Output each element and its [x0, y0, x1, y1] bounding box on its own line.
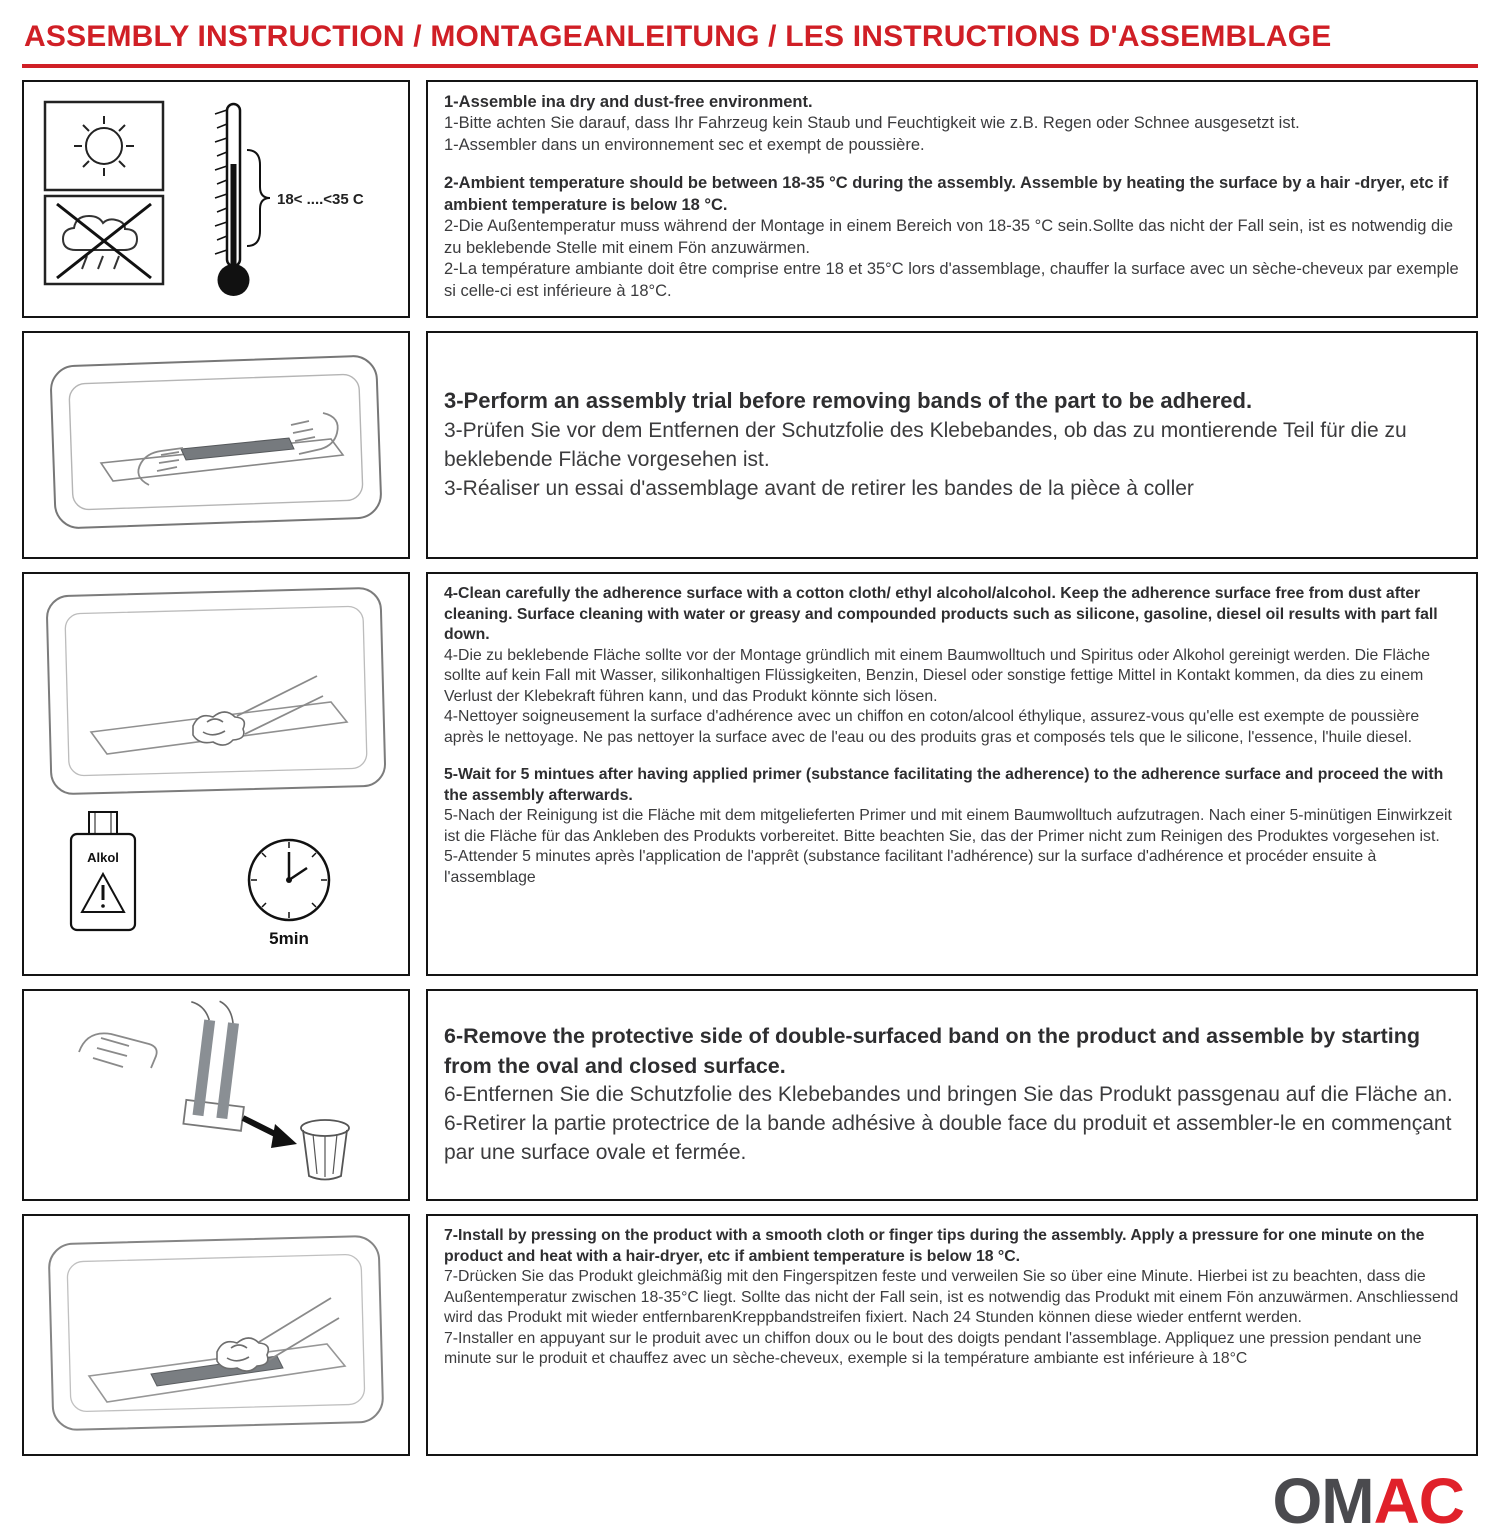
instruction-line: 2-Die Außentemperatur muss während der Montage in einem Bereich von 18-35 °C sein.Sollte das nicht der Fall sein, ist es notwendig die zu beklebende Stelle mit einem Fön anzuwärmen. [444, 217, 1454, 257]
instructions-remove-protective-band [426, 989, 1478, 1201]
illustration-peel-band [22, 989, 410, 1201]
instruction-line: 7-Drücken Sie das Produkt gleichmäßig mit den Fingerspitzen feste und verweilen Sie so über eine Minute. Hierbei ist zu beachten, dass die Außentemperatur zwischen 18-35°C liegt. Sollte das nicht der Fall sein, ist es notwendig das Produkt mit einem Fön anzuwärmen. Anschliessend wird das Produkt mit wieder entfernbarenKreppbandstreifen fixiert. Nach 24 Stunden können diese wieder entfernt werden. [444, 1268, 1459, 1327]
instructions-press-install [426, 1214, 1478, 1456]
instruction-line: 1-Assembler dans un environnement sec et exempt de poussière. [444, 135, 925, 154]
instruction-line: 5-Nach der Reinigung ist die Fläche mit dem mitgelieferten Primer und mit einem Baumwolltuch aufzutragen. Nach einer 5-minütigen Einwirkzeit ist die Fläche für das Ankleben des Produkts vorbereitet. Bitte beachten Sie, das der Primer nicht zum Reinigen des Produktes vorgesehen ist. [444, 807, 1452, 845]
alcohol-bottle-icon [71, 812, 135, 930]
instructions-assembly-trial [426, 331, 1478, 559]
instruction-line: 3-Perform an assembly trial before removing bands of the part to be adhered. [444, 388, 1253, 414]
instruction-line: 7-Installer en appuyant sur le produit avec un chiffon doux ou le bout des doigts pendant l'assemblage. Appliquez une pression pendant une minute sur le produit et chauffez avec un sèche-cheveux, exemple si la température ambiante est inférieure à 18°C [444, 1329, 1422, 1368]
instruction-line: 4-Die zu beklebende Fläche sollte vor der Montage gründlich mit einem Baumwolltuch und Spiritus oder Alkohol gereinigt werden. Die Fläche sollte auf kein Fall mit Wasser, silikonhaltigen Flüssigkeiten, Benzin, Diesel oder sonstige fettige Mittel in Kontakt kommen, da dies zu einem Verlust der Klebekraft führen kann, und das Produkt könnte sich lösen. [444, 646, 1431, 705]
sun-icon [45, 102, 163, 190]
instruction-line: 1-Assemble ina dry and dust-free environment. [444, 93, 813, 111]
instruction-line: 6-Entfernen Sie die Schutzfolie des Klebebandes und bringen Sie das Produkt passgenau auf die Fläche an. [444, 1083, 1453, 1107]
warning-triangle-icon [82, 874, 124, 912]
door-sill-trial-drawing [31, 343, 401, 548]
bottle-label: Alkol [87, 850, 119, 865]
cleaning-cloth-icon [193, 712, 244, 745]
omac-logo [1272, 1465, 1464, 1537]
instructions-clean-surface-primer [426, 572, 1478, 976]
environment-drawing [31, 92, 401, 307]
instruction-line: 7-Install by pressing on the product with a smooth cloth or finger tips during the assembly. Apply a pressure for one minute on the product and heat with a hair-dryer, etc if ambient temperature is below 18 °C. [444, 1227, 1425, 1265]
instruction-line: 6-Remove the protective side of double-surfaced band on the product and assemble by starting from the oval and closed surface. [444, 1023, 1421, 1078]
product-with-bands-icon [176, 1000, 256, 1131]
omac-logo-dark-part: OM [1272, 1465, 1374, 1537]
section-clean-surface-primer [22, 572, 1478, 976]
press-install-drawing [31, 1226, 401, 1444]
right-hand-icon [291, 413, 338, 454]
instruction-line: 4-Clean carefully the adherence surface with a cotton cloth/ ethyl alcohol/alcohol. Keep the adherence surface free from dust after cleaning. Surface cleaning with water or greasy and compounded products such as silicone, gasoline, diesel oil results with part fall down. [444, 585, 1438, 644]
illustration-press-install [22, 1214, 410, 1456]
instruction-line: 3-Réaliser un essai d'assemblage avant de retirer les bandes de la pièce à coller [444, 476, 1194, 500]
trash-can-icon [301, 1120, 349, 1180]
temperature-range-label: 18< ....<35 C [277, 190, 364, 208]
clock-label: 5min [269, 929, 309, 948]
illustration-cleaning [22, 572, 410, 976]
section-press-install [22, 1214, 1478, 1456]
cleaning-drawing [31, 580, 401, 968]
pressing-cloth-icon [217, 1338, 268, 1371]
peel-band-drawing [31, 1000, 401, 1190]
instruction-line: 6-Retirer la partie protectrice de la bande adhésive à double face du produit et assembler-le en commençant par une surface ovale et fermée. [444, 1112, 1452, 1165]
arm-icon [259, 1298, 339, 1360]
instruction-line: 5-Attender 5 minutes après l'application de l'apprêt (substance facilitant l'adhérence) sur la surface d'adhérence et procéder ensuite à l'assemblage [444, 848, 1377, 886]
arrow-icon [243, 1118, 297, 1148]
trim-strip-shape [181, 438, 294, 460]
thermometer-icon [215, 104, 364, 296]
section-remove-protective-band [22, 989, 1478, 1201]
footer [22, 1465, 1478, 1539]
instruction-line: 2-Ambient temperature should be between 18-35 °C during the assembly. Assemble by heating the surface by a hair -dryer, etc if ambient temperature is below 18 °C. [444, 174, 1449, 214]
instruction-line: 4-Nettoyer soigneusement la surface d'adhérence avec un chiffon en coton/alcool éthylique, assurez-vous qu'elle est exempte de poussière après le nettoyage. Ne pas nettoyer la surface avec de l'eau ou des produits gras et composés tels que le silicone, l'essence, l'huile diesel. [444, 708, 1420, 746]
omac-logo-red-part: AC [1373, 1465, 1464, 1537]
no-rain-icon [45, 196, 163, 284]
instruction-line: 5-Wait for 5 mintues after having applied primer (substance facilitating the adherence) to the adherence surface and proceed the with the assembly afterwards. [444, 766, 1444, 804]
clock-icon [249, 840, 329, 948]
title-underline [22, 64, 1478, 68]
illustration-environment [22, 80, 410, 318]
instructions-environment-temperature [426, 80, 1478, 318]
page-title: ASSEMBLY INSTRUCTION / MONTAGEANLEITUNG / LES INSTRUCTIONS D'ASSEMBLAGE [24, 20, 1332, 53]
instruction-line: 2-La température ambiante doit être comprise entre 18 et 35°C lors d'assemblage, chauffer la surface avec un sèche-cheveux par exemple si celle-ci est inférieure à 18°C. [444, 260, 1459, 300]
left-hand-icon [138, 448, 183, 485]
section-environment-temperature [22, 80, 1478, 318]
section-assembly-trial [22, 331, 1478, 559]
hand-icon [79, 1033, 157, 1068]
instruction-line: 3-Prüfen Sie vor dem Entfernen der Schutzfolie des Klebebandes, ob das zu montierende Teil für die zu beklebende Fläche vorgesehen ist. [444, 418, 1407, 471]
instruction-line: 1-Bitte achten Sie darauf, dass Ihr Fahrzeug kein Staub und Feuchtigkeit wie z.B. Regen oder Schnee ausgesetzt ist. [444, 114, 1300, 133]
illustration-assembly-trial [22, 331, 410, 559]
